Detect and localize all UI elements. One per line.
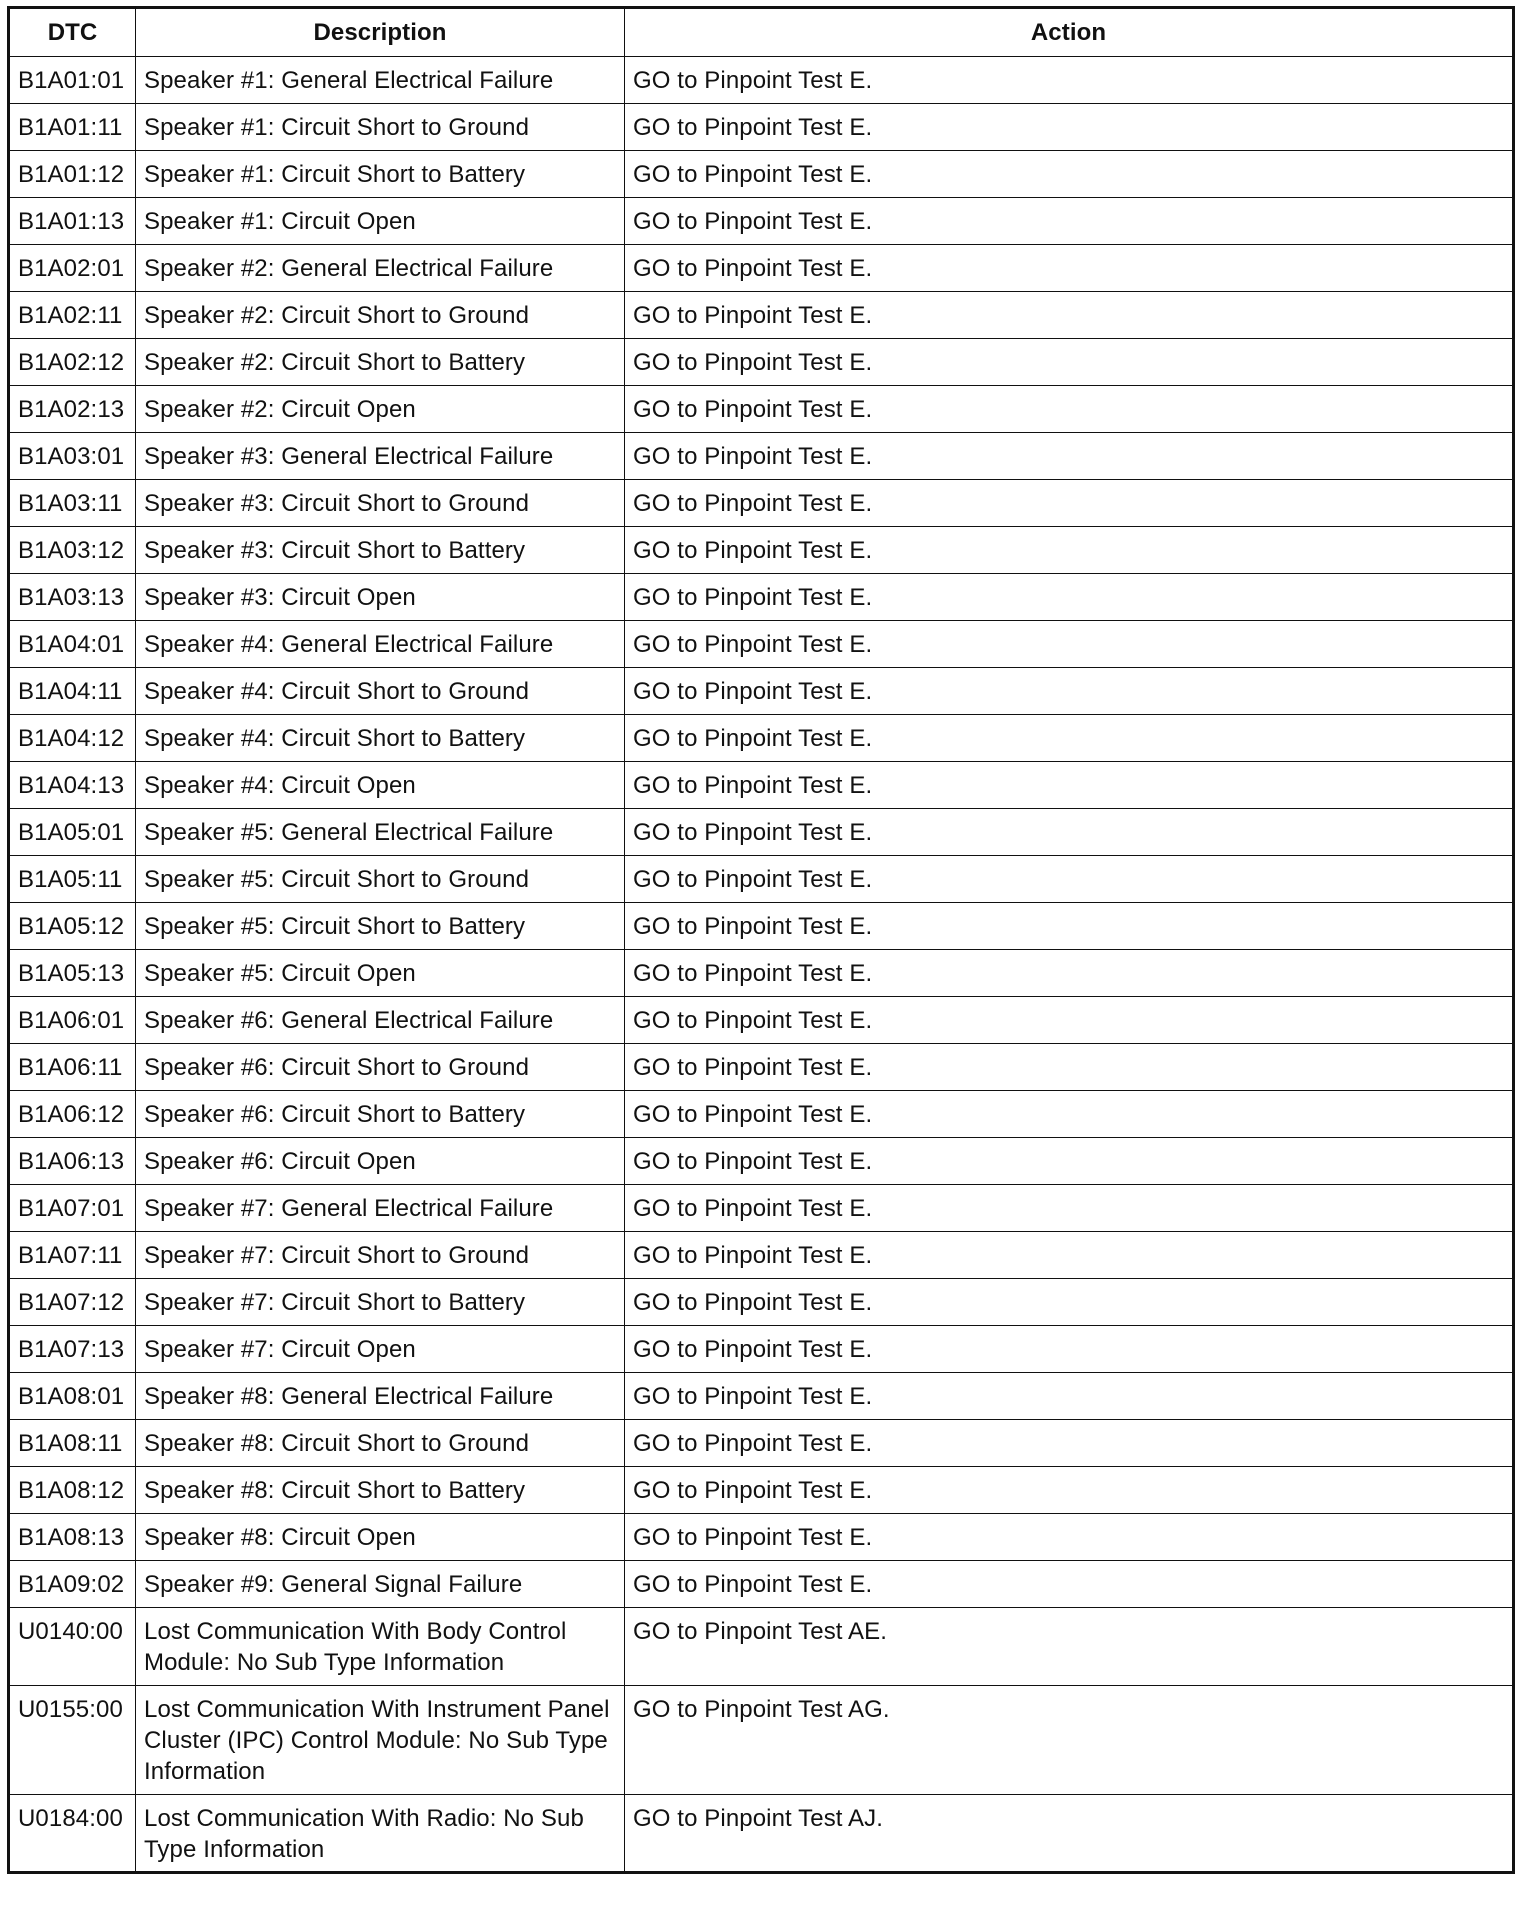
action-cell: GO to Pinpoint Test E. bbox=[625, 433, 1514, 480]
dtc-cell: B1A06:01 bbox=[9, 997, 136, 1044]
action-cell: GO to Pinpoint Test E. bbox=[625, 480, 1514, 527]
action-cell: GO to Pinpoint Test AE. bbox=[625, 1608, 1514, 1686]
dtc-cell: B1A04:13 bbox=[9, 762, 136, 809]
description-cell: Lost Communication With Body Control Module: No Sub Type Information bbox=[136, 1608, 625, 1686]
action-cell: GO to Pinpoint Test AG. bbox=[625, 1686, 1514, 1795]
action-cell: GO to Pinpoint Test E. bbox=[625, 1326, 1514, 1373]
table-row bbox=[9, 1373, 1514, 1420]
action-cell: GO to Pinpoint Test E. bbox=[625, 198, 1514, 245]
action-cell: GO to Pinpoint Test E. bbox=[625, 1373, 1514, 1420]
dtc-table bbox=[7, 6, 1515, 1874]
dtc-cell: B1A06:11 bbox=[9, 1044, 136, 1091]
dtc-cell: B1A03:12 bbox=[9, 527, 136, 574]
table-row bbox=[9, 1795, 1514, 1873]
description-cell: Speaker #1: Circuit Short to Battery bbox=[136, 151, 625, 198]
table-row bbox=[9, 433, 1514, 480]
dtc-cell: B1A08:12 bbox=[9, 1467, 136, 1514]
action-cell: GO to Pinpoint Test E. bbox=[625, 668, 1514, 715]
table-row bbox=[9, 151, 1514, 198]
dtc-cell: B1A02:12 bbox=[9, 339, 136, 386]
table-row bbox=[9, 1232, 1514, 1279]
action-cell: GO to Pinpoint Test E. bbox=[625, 1514, 1514, 1561]
header-row bbox=[9, 8, 1514, 57]
action-cell: GO to Pinpoint Test E. bbox=[625, 1279, 1514, 1326]
description-cell: Speaker #7: Circuit Short to Battery bbox=[136, 1279, 625, 1326]
header-description: Description bbox=[136, 8, 625, 57]
description-cell: Speaker #4: Circuit Short to Battery bbox=[136, 715, 625, 762]
action-cell: GO to Pinpoint Test AJ. bbox=[625, 1795, 1514, 1873]
table-row bbox=[9, 574, 1514, 621]
action-cell: GO to Pinpoint Test E. bbox=[625, 1138, 1514, 1185]
dtc-cell: B1A08:01 bbox=[9, 1373, 136, 1420]
dtc-cell: B1A01:01 bbox=[9, 57, 136, 104]
dtc-cell: B1A01:11 bbox=[9, 104, 136, 151]
description-cell: Speaker #2: Circuit Short to Battery bbox=[136, 339, 625, 386]
table-row bbox=[9, 292, 1514, 339]
description-cell: Speaker #6: Circuit Short to Ground bbox=[136, 1044, 625, 1091]
description-cell: Speaker #1: General Electrical Failure bbox=[136, 57, 625, 104]
dtc-cell: B1A03:13 bbox=[9, 574, 136, 621]
action-cell: GO to Pinpoint Test E. bbox=[625, 1091, 1514, 1138]
action-cell: GO to Pinpoint Test E. bbox=[625, 809, 1514, 856]
table-row bbox=[9, 1467, 1514, 1514]
dtc-cell: U0140:00 bbox=[9, 1608, 136, 1686]
dtc-cell: B1A05:12 bbox=[9, 903, 136, 950]
table-row bbox=[9, 762, 1514, 809]
dtc-cell: B1A06:12 bbox=[9, 1091, 136, 1138]
description-cell: Speaker #6: Circuit Short to Battery bbox=[136, 1091, 625, 1138]
action-cell: GO to Pinpoint Test E. bbox=[625, 339, 1514, 386]
description-cell: Speaker #7: Circuit Short to Ground bbox=[136, 1232, 625, 1279]
table-header bbox=[9, 8, 1514, 57]
dtc-cell: B1A07:12 bbox=[9, 1279, 136, 1326]
dtc-cell: B1A01:13 bbox=[9, 198, 136, 245]
dtc-cell: B1A08:11 bbox=[9, 1420, 136, 1467]
table-row bbox=[9, 1514, 1514, 1561]
action-cell: GO to Pinpoint Test E. bbox=[625, 151, 1514, 198]
table-row bbox=[9, 1185, 1514, 1232]
action-cell: GO to Pinpoint Test E. bbox=[625, 950, 1514, 997]
dtc-cell: B1A03:11 bbox=[9, 480, 136, 527]
table-row bbox=[9, 950, 1514, 997]
table-body bbox=[9, 57, 1514, 1873]
table-row bbox=[9, 527, 1514, 574]
table-row bbox=[9, 480, 1514, 527]
description-cell: Speaker #2: General Electrical Failure bbox=[136, 245, 625, 292]
table-row bbox=[9, 1326, 1514, 1373]
action-cell: GO to Pinpoint Test E. bbox=[625, 1561, 1514, 1608]
description-cell: Speaker #3: Circuit Open bbox=[136, 574, 625, 621]
action-cell: GO to Pinpoint Test E. bbox=[625, 762, 1514, 809]
description-cell: Speaker #3: General Electrical Failure bbox=[136, 433, 625, 480]
table-row bbox=[9, 1279, 1514, 1326]
description-cell: Speaker #3: Circuit Short to Battery bbox=[136, 527, 625, 574]
description-cell: Lost Communication With Instrument Panel Cluster (IPC) Control Module: No Sub Type Information bbox=[136, 1686, 625, 1795]
table-row bbox=[9, 104, 1514, 151]
table-row bbox=[9, 57, 1514, 104]
table-row bbox=[9, 715, 1514, 762]
dtc-cell: B1A04:12 bbox=[9, 715, 136, 762]
action-cell: GO to Pinpoint Test E. bbox=[625, 104, 1514, 151]
description-cell: Speaker #7: General Electrical Failure bbox=[136, 1185, 625, 1232]
table-row bbox=[9, 1561, 1514, 1608]
description-cell: Lost Communication With Radio: No Sub Type Information bbox=[136, 1795, 625, 1873]
action-cell: GO to Pinpoint Test E. bbox=[625, 1232, 1514, 1279]
action-cell: GO to Pinpoint Test E. bbox=[625, 574, 1514, 621]
description-cell: Speaker #8: General Electrical Failure bbox=[136, 1373, 625, 1420]
header-dtc: DTC bbox=[9, 8, 136, 57]
dtc-cell: B1A04:11 bbox=[9, 668, 136, 715]
table-row bbox=[9, 1686, 1514, 1795]
action-cell: GO to Pinpoint Test E. bbox=[625, 292, 1514, 339]
description-cell: Speaker #4: Circuit Short to Ground bbox=[136, 668, 625, 715]
description-cell: Speaker #5: Circuit Open bbox=[136, 950, 625, 997]
description-cell: Speaker #2: Circuit Short to Ground bbox=[136, 292, 625, 339]
table-row bbox=[9, 668, 1514, 715]
action-cell: GO to Pinpoint Test E. bbox=[625, 903, 1514, 950]
dtc-table-container bbox=[7, 6, 1512, 1874]
dtc-cell: B1A05:13 bbox=[9, 950, 136, 997]
table-row bbox=[9, 198, 1514, 245]
table-row bbox=[9, 1044, 1514, 1091]
table-row bbox=[9, 1420, 1514, 1467]
dtc-cell: B1A07:11 bbox=[9, 1232, 136, 1279]
dtc-cell: B1A05:11 bbox=[9, 856, 136, 903]
description-cell: Speaker #5: Circuit Short to Ground bbox=[136, 856, 625, 903]
action-cell: GO to Pinpoint Test E. bbox=[625, 57, 1514, 104]
description-cell: Speaker #9: General Signal Failure bbox=[136, 1561, 625, 1608]
dtc-cell: B1A02:01 bbox=[9, 245, 136, 292]
table-row bbox=[9, 1091, 1514, 1138]
table-row bbox=[9, 621, 1514, 668]
dtc-cell: B1A02:13 bbox=[9, 386, 136, 433]
description-cell: Speaker #1: Circuit Open bbox=[136, 198, 625, 245]
action-cell: GO to Pinpoint Test E. bbox=[625, 386, 1514, 433]
dtc-cell: B1A02:11 bbox=[9, 292, 136, 339]
description-cell: Speaker #8: Circuit Short to Ground bbox=[136, 1420, 625, 1467]
description-cell: Speaker #1: Circuit Short to Ground bbox=[136, 104, 625, 151]
description-cell: Speaker #3: Circuit Short to Ground bbox=[136, 480, 625, 527]
description-cell: Speaker #5: General Electrical Failure bbox=[136, 809, 625, 856]
dtc-cell: B1A08:13 bbox=[9, 1514, 136, 1561]
table-row bbox=[9, 1138, 1514, 1185]
dtc-cell: B1A07:13 bbox=[9, 1326, 136, 1373]
description-cell: Speaker #7: Circuit Open bbox=[136, 1326, 625, 1373]
table-row bbox=[9, 1608, 1514, 1686]
description-cell: Speaker #5: Circuit Short to Battery bbox=[136, 903, 625, 950]
description-cell: Speaker #4: Circuit Open bbox=[136, 762, 625, 809]
table-row bbox=[9, 856, 1514, 903]
dtc-cell: U0184:00 bbox=[9, 1795, 136, 1873]
description-cell: Speaker #6: General Electrical Failure bbox=[136, 997, 625, 1044]
dtc-cell: B1A03:01 bbox=[9, 433, 136, 480]
table-row bbox=[9, 386, 1514, 433]
description-cell: Speaker #4: General Electrical Failure bbox=[136, 621, 625, 668]
description-cell: Speaker #2: Circuit Open bbox=[136, 386, 625, 433]
dtc-cell: B1A04:01 bbox=[9, 621, 136, 668]
action-cell: GO to Pinpoint Test E. bbox=[625, 621, 1514, 668]
action-cell: GO to Pinpoint Test E. bbox=[625, 1467, 1514, 1514]
dtc-cell: B1A01:12 bbox=[9, 151, 136, 198]
dtc-cell: B1A05:01 bbox=[9, 809, 136, 856]
action-cell: GO to Pinpoint Test E. bbox=[625, 527, 1514, 574]
table-row bbox=[9, 339, 1514, 386]
dtc-cell: U0155:00 bbox=[9, 1686, 136, 1795]
action-cell: GO to Pinpoint Test E. bbox=[625, 997, 1514, 1044]
action-cell: GO to Pinpoint Test E. bbox=[625, 1044, 1514, 1091]
action-cell: GO to Pinpoint Test E. bbox=[625, 245, 1514, 292]
dtc-cell: B1A06:13 bbox=[9, 1138, 136, 1185]
description-cell: Speaker #6: Circuit Open bbox=[136, 1138, 625, 1185]
description-cell: Speaker #8: Circuit Short to Battery bbox=[136, 1467, 625, 1514]
dtc-cell: B1A07:01 bbox=[9, 1185, 136, 1232]
table-row bbox=[9, 809, 1514, 856]
action-cell: GO to Pinpoint Test E. bbox=[625, 715, 1514, 762]
table-row bbox=[9, 245, 1514, 292]
action-cell: GO to Pinpoint Test E. bbox=[625, 856, 1514, 903]
action-cell: GO to Pinpoint Test E. bbox=[625, 1185, 1514, 1232]
description-cell: Speaker #8: Circuit Open bbox=[136, 1514, 625, 1561]
table-row bbox=[9, 903, 1514, 950]
action-cell: GO to Pinpoint Test E. bbox=[625, 1420, 1514, 1467]
table-row bbox=[9, 997, 1514, 1044]
header-action: Action bbox=[625, 8, 1514, 57]
dtc-cell: B1A09:02 bbox=[9, 1561, 136, 1608]
